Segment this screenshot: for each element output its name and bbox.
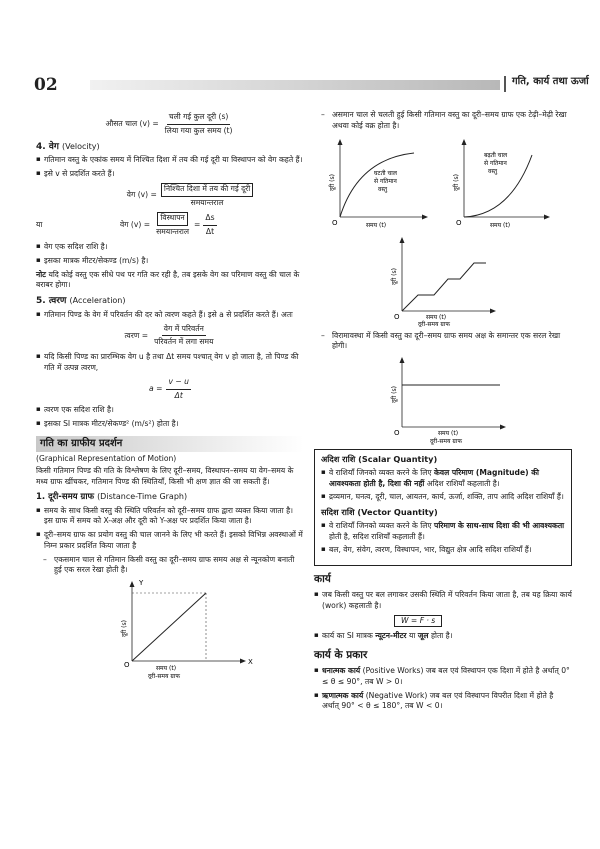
svg-text:वस्तु: वस्तु	[488, 167, 498, 175]
work-unit: ▪ कार्य का SI मात्रक न्यूटन-मीटर या जूल होता है।	[314, 631, 572, 642]
page-number: 02	[34, 75, 58, 95]
svg-text:O: O	[394, 429, 400, 438]
velocity-heading: 4. वेग (Velocity)	[36, 141, 100, 152]
svg-text:से गतिमान: से गतिमान	[484, 159, 507, 167]
work-def: ▪ जब किसी वस्तु पर बल लगाकर उसकी स्थिति में परिवर्तन किया जाता है, तब यह क्रिया कार्य (work) कहलाती है।	[314, 590, 572, 612]
work-types-heading: कार्य के प्रकार	[314, 649, 368, 662]
scalar-title: अदिश राशि (Scalar Quantity)	[321, 454, 438, 465]
svg-text:O: O	[394, 312, 400, 321]
uniform-dt-graph	[36, 579, 304, 679]
acceleration-vector: ▪ त्वरण एक सदिश राशि है।	[36, 405, 304, 416]
vector-examples: ▪ बल, वेग, संवेग, त्वरण, विस्थापन, भार, विद्युत क्षेत्र आदि सदिश राशियाँ हैं।	[321, 545, 565, 556]
vector-def: ▪ वे राशियाँ जिनको व्यक्त करने के लिए परिमाण के साथ-साथ दिशा की भी आवश्यकता होती है, सदिश राशियाँ कहलाती हैं।	[321, 521, 565, 543]
svg-text:घटती चाल: घटती चाल	[374, 169, 397, 177]
right-column	[314, 110, 572, 715]
header-divider	[504, 76, 506, 92]
velocity-formula-2: या वेग (v) = $\frac{\text{विस्थापन}}{\text{समयान्तराल}}$ = $\frac{\Delta s}{\Delta t}$	[36, 212, 215, 237]
svg-text:समय (t): समय (t)	[426, 313, 447, 321]
svg-text:O: O	[332, 218, 338, 227]
step-dt-graph	[314, 235, 572, 327]
work-heading: कार्य	[314, 573, 331, 586]
graphical-intro: किसी गतिमान पिण्ड की गति के विश्लेषण के लिए दूरी–समय, विस्थापन–समय या वेग–समय के मध्य ग्राफ खींचकर, गतिमान पिण्ड की स्थितियाँ, किसी भी क्षण ज्ञात की जा सकती हैं।	[36, 465, 294, 486]
page-header	[34, 73, 589, 95]
velocity-symbol: ▪ इसे v से प्रदर्शित करते हैं।	[36, 169, 304, 180]
y-axis-letter: Y	[139, 579, 144, 588]
svg-text:दूरी (s): दूरी (s)	[329, 173, 336, 191]
velocity-formula-1: वेग (v) = $\frac{\text{निश्चित दिशा में तय की गई दूरी}}{\text{समयान्तराल}}$	[36, 183, 304, 209]
left-column	[36, 110, 304, 679]
svg-text:बढ़ती चाल: बढ़ती चाल	[484, 151, 508, 159]
graphical-section-title: गति का ग्राफीय प्रदर्शन	[36, 436, 304, 452]
acceleration-formula-1: त्वरण = $\frac{\text{वेग में परिवर्तन}}{\text{परिवर्तन में लगा समय}}$	[124, 323, 214, 347]
dt-graph-def: ▪ समय के साथ किसी वस्तु की स्थिति परिवर्तन को दूरी–समय ग्राफ द्वारा व्यक्त किया जाता है। इस ग्राफ में समय को X-अक्ष और दूरी को Y-अक्ष पर प्रदर्शित किया जाता है।	[36, 506, 304, 528]
dt-graph-use: ▪ दूरी–समय ग्राफ का प्रयोग वस्तु की चाल जानने के लिए भी करते हैं। इसको विभिन्न अवस्थाओं में निम्न प्रकार प्रदर्शित किया जाता है	[36, 530, 304, 552]
scalar-examples: ▪ द्रव्यमान, घनत्व, दूरी, चाल, आयतन, कार्य, ऊर्जा, शक्ति, ताप आदि अदिश राशियाँ हैं।	[321, 492, 565, 503]
acceleration-heading: 5. त्वरण (Acceleration)	[36, 296, 126, 307]
uniform-speed-note: – एकसमान चाल से गतिमान किसी वस्तु का दूरी–समय ग्राफ समय अक्ष से न्यूनकोण बनाती हुई एक सरल रेखा होती है।	[36, 555, 304, 577]
acceleration-initial: ▪ यदि किसी पिण्ड का प्रारम्भिक वेग u है तथा Δt समय पश्चात् वेग v हो जाता है, तो पिण्ड की गति में उत्पन्न त्वरण,	[36, 352, 304, 374]
velocity-unit: ▪ इसका मात्रक मीटर/सेकण्ड (m/s) है।	[36, 256, 304, 267]
svg-text:दूरी (s): दूरी (s)	[391, 267, 398, 285]
scalar-vector-box	[314, 449, 572, 566]
graphical-section-subtitle: (Graphical Representation of Motion)	[36, 454, 177, 464]
svg-text:O: O	[456, 218, 462, 227]
svg-text:दूरी (s): दूरी (s)	[391, 386, 398, 404]
acceleration-def: ▪ गतिमान पिण्ड के वेग में परिवर्तन की दर को त्वरण कहते हैं। इसे a से प्रदर्शित करते हैं। अतः	[36, 310, 304, 321]
rest-state-note: – विरामावस्था में किसी वस्तु का दूरी–समय ग्राफ समय अक्ष के समान्तर एक सरल रेखा होगी।	[314, 331, 572, 353]
positive-work: ▪ धनात्मक कार्य (Positive Works) जब बल एवं विस्थापन एक दिशा में होते है अर्थात् 0° ≤ θ ≤ 90°, तब W > 0।	[314, 666, 572, 688]
speed-curve-graphs	[314, 135, 572, 235]
svg-text:दूरी (s): दूरी (s)	[453, 173, 460, 191]
dt-graph-heading: 1. दूरी-समय ग्राफ (Distance-Time Graph)	[36, 492, 188, 503]
svg-text:समय (t): समय (t)	[366, 221, 387, 229]
acceleration-unit: ▪ इसका SI मात्रक मीटर/सेकण्ड² (m/s²) होता है।	[36, 419, 304, 430]
work-formula: W = F · s	[394, 615, 442, 628]
velocity-vector: ▪ वेग एक सदिश राशि है।	[36, 242, 304, 253]
y-axis-label: दूरी (s)	[121, 620, 128, 638]
svg-text:से गतिमान: से गतिमान	[374, 177, 397, 185]
graph-caption: दूरी-समय ग्राफ	[148, 673, 180, 680]
svg-text:समय (t): समय (t)	[490, 221, 511, 229]
scalar-def: ▪ वे राशियाँ जिनको व्यक्त करने के लिए केवल परिमाण (Magnitude) की आवश्यकता होती है, दिशा की नहीं अदिश राशियाँ कहलाती है।	[321, 468, 565, 490]
acceleration-formula-2: a = $\frac{v - u}{\Delta t}$	[149, 376, 189, 400]
velocity-note: नोट यदि कोई वस्तु एक सीधे पथ पर गति कर रही है, तब इसके वेग का परिमाण वस्तु की चाल के बराबर होगा।	[36, 269, 300, 290]
svg-text:समय (t): समय (t)	[438, 430, 459, 438]
nonuniform-speed-note: – असमान चाल से चलती हुई किसी गतिमान वस्तु का दूरी–समय ग्राफ एक टेढ़ी–मेढ़ी रेखा अथवा कोई वक्र होता है।	[314, 110, 572, 132]
chapter-title: गति, कार्य तथा ऊर्जा	[512, 76, 589, 87]
svg-text:दूरी-समय ग्राफ: दूरी-समय ग्राफ	[418, 320, 450, 327]
svg-text:वस्तु: वस्तु	[378, 185, 388, 193]
negative-work: ▪ ऋणात्मक कार्य (Negative Work) जब बल एवं विस्थापन विपरीत दिशा में होते है अर्थात् 90° < θ ≤ 180°, तब W < 0।	[314, 691, 572, 713]
avg-speed-formula: औसत चाल (v) = $\frac{\text{चली गई कुल दूरी (s)}}{\text{लिया गया कुल समय (t)}}$	[105, 112, 233, 135]
origin-label: O	[124, 661, 130, 670]
x-axis-label: समय (t)	[156, 665, 177, 673]
vector-title: सदिश राशि (Vector Quantity)	[321, 507, 438, 518]
svg-text:दूरी-समय ग्राफ: दूरी-समय ग्राफ	[430, 438, 462, 446]
rest-dt-graph	[314, 355, 572, 445]
x-axis-letter: X	[248, 658, 253, 667]
header-rule	[90, 80, 500, 90]
velocity-def: ▪ गतिमान वस्तु के एकांक समय में निश्चित दिशा में तय की गई दूरी या विस्थापन को वेग कहते हैं।	[36, 155, 304, 166]
